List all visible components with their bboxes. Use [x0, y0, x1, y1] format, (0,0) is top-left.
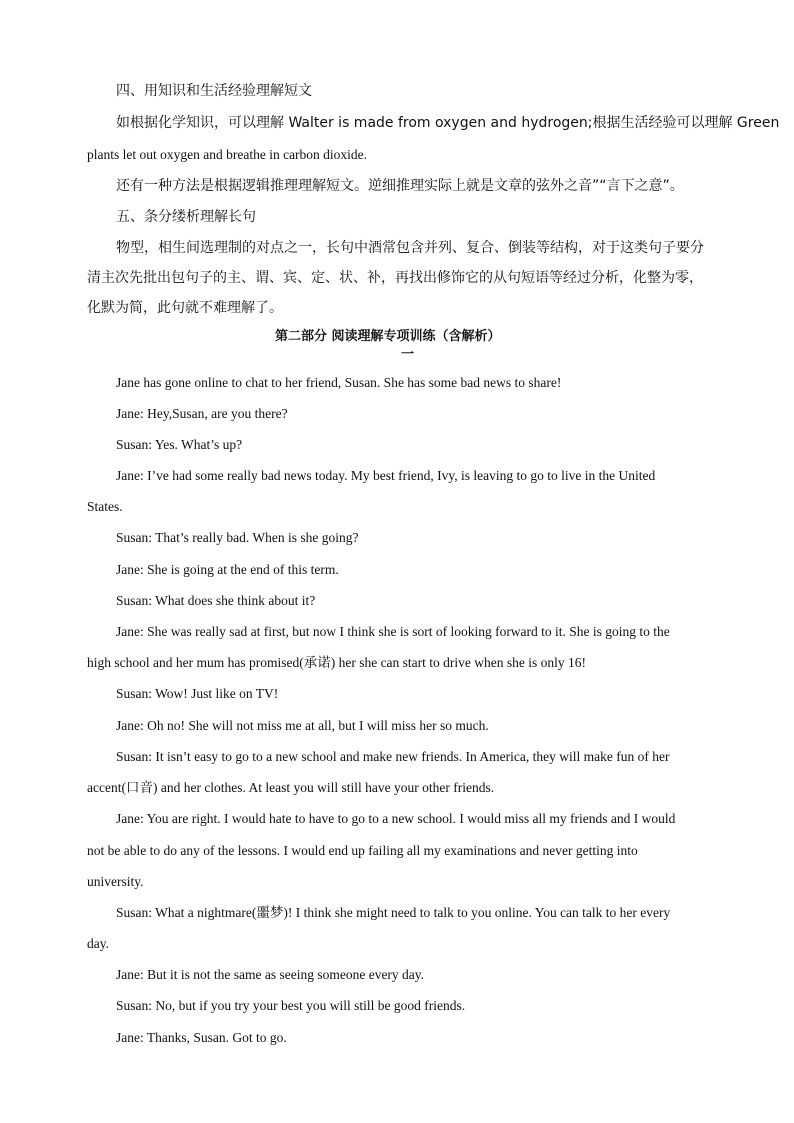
- section5-line3: 化默为简，此句就不难理解了。: [87, 300, 283, 316]
- dialogue-line: Jane: She is going at the end of this term.: [116, 562, 339, 577]
- dialogue-line: Jane: She was really sad at first, but now I think she is sort of looking forward to it. She is going to the: [116, 624, 670, 639]
- dialogue-line: Susan: That’s really bad. When is she going?: [116, 530, 359, 545]
- section4-line1: 如根据化学知识，可以理解 Walter is made from oxygen and hydrogen;根据生活经验可以理解 Green: [116, 115, 780, 131]
- dialogue-line: Susan: It isn’t easy to go to a new school and make new friends. In America, they will make fun of her: [116, 749, 670, 764]
- dialogue-line: Jane: Hey,Susan, are you there?: [116, 406, 288, 421]
- section5-line2: 清主次先批出包句子的主、谓、宾、定、状、补，再找出修饰它的从句短语等经过分析，化整为零，: [87, 270, 703, 286]
- dialogue-line: Susan: Yes. What’s up?: [116, 437, 243, 452]
- dialogue-line: not be able to do any of the lessons. I would end up failing all my examinations and never getting into: [87, 843, 638, 858]
- section5-line1: 物型，相生间选理制的对点之一，长句中酒常包含并列、复合、倒装等结构，对于这类句子要分: [116, 240, 704, 256]
- section4-line3: 还有一种方法是根据逻辑推理理解短文。逆细推理实际上就是文章的弦外之音”“言下之意”。: [116, 178, 684, 194]
- part2-number: 一: [401, 347, 415, 362]
- dialogue-line: Susan: No, but if you try your best you will still be good friends.: [116, 998, 466, 1013]
- dialogue-line: Jane: Thanks, Susan. Got to go.: [116, 1030, 287, 1045]
- dialogue-line: States.: [87, 499, 123, 514]
- dialogue-line: Jane: You are right. I would hate to have to go to a new school. I would miss all my friends and I would: [116, 811, 676, 826]
- dialogue-line: university.: [87, 874, 144, 889]
- section4-line2: plants let out oxygen and breathe in carbon dioxide.: [87, 147, 368, 162]
- dialogue-intro: Jane has gone online to chat to her friend, Susan. She has some bad news to share!: [116, 375, 562, 390]
- dialogue-line: accent(口音) and her clothes. At least you will still have your other friends.: [87, 780, 495, 795]
- dialogue-line: day.: [87, 936, 109, 951]
- section5-heading: 五、条分缕析理解长句: [116, 209, 256, 225]
- dialogue-line: Susan: What does she think about it?: [116, 593, 316, 608]
- dialogue-line: high school and her mum has promised(承诺) her she can start to drive when she is only 16!: [87, 655, 587, 670]
- dialogue-line: Susan: Wow! Just like on TV!: [116, 686, 279, 701]
- part2-title: 第二部分 阅读理解专项训练（含解析）: [275, 329, 501, 344]
- dialogue-line: Jane: But it is not the same as seeing someone every day.: [116, 967, 425, 982]
- dialogue-line: Susan: What a nightmare(噩梦)! I think she might need to talk to you online. You can talk to her every: [116, 905, 671, 920]
- dialogue-line: Jane: I’ve had some really bad news today. My best friend, Ivy, is leaving to go to live in the United: [116, 468, 656, 483]
- section4-heading: 四、用知识和生活经验理解短文: [116, 83, 312, 99]
- dialogue-line: Jane: Oh no! She will not miss me at all, but I will miss her so much.: [116, 718, 489, 733]
